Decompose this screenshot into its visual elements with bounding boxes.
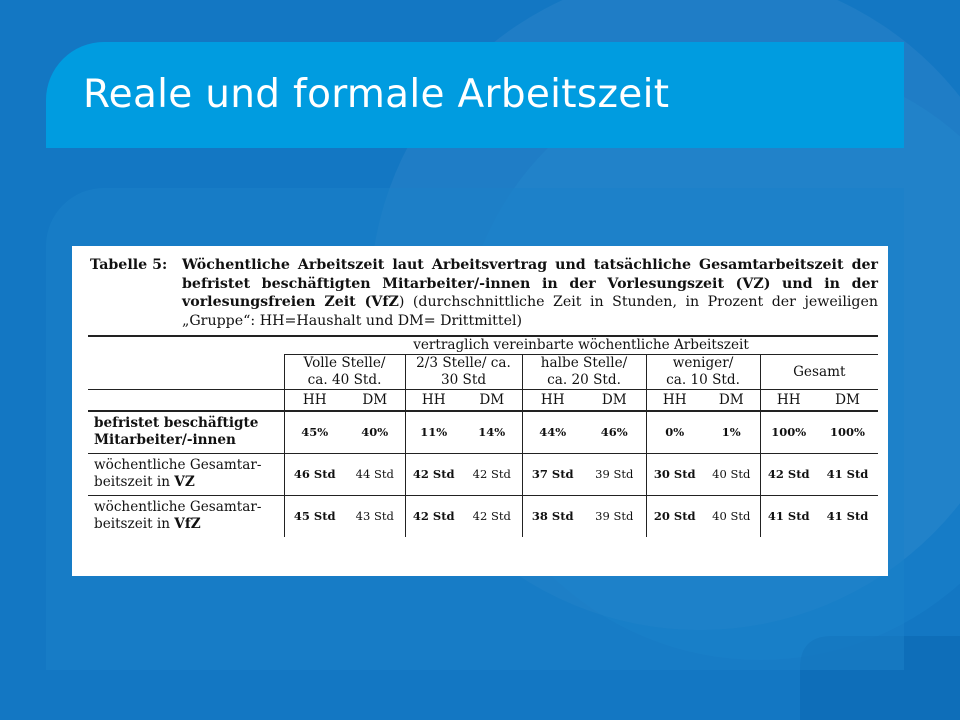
subheader-cell: HH <box>284 390 345 412</box>
table-cell: 46 Std <box>284 453 345 495</box>
table-cell: 1% <box>703 411 760 453</box>
table-cell: 41 Std <box>760 495 817 537</box>
table-caption-lead: Wöchentliche Arbeitszeit laut Arbeitsvertrag und tatsächliche Gesamtarbeitszeit der befristet beschäftigten Mitarbeiter/-innen in der Vorlesungszeit (VZ) und in der vorlesungsfreien Zeit (VfZ <box>182 257 878 310</box>
subheader-cell: HH <box>646 390 703 412</box>
subheader-cell: DM <box>462 390 522 412</box>
subheader-row <box>88 390 878 412</box>
data-table <box>88 335 878 537</box>
table-row <box>88 453 878 495</box>
table-cell: 39 Std <box>583 453 646 495</box>
table-caption-rest: ) (durchschnittliche Zeit in Stunden, in Prozent der jeweiligen „Gruppe“: HH=Haushalt und DM= Drittmittel) <box>182 294 879 329</box>
row-label: wöchentliche Gesamtar- beitszeit in VfZ <box>94 499 262 533</box>
table-cell: 42 Std <box>472 508 511 523</box>
row-label: wöchentliche Gesamtar- beitszeit in VZ <box>88 453 284 495</box>
table-cell: 30 Std <box>646 453 703 495</box>
group-header: halbe Stelle/ ca. 20 Std. <box>522 355 646 390</box>
table-cell: 40% <box>345 411 405 453</box>
group-header: weniger/ ca. 10 Std. <box>646 355 760 390</box>
table-cell: 100% <box>817 411 878 453</box>
table-cell: 45% <box>284 411 345 453</box>
group-header-row <box>88 355 878 390</box>
subheader-cell: DM <box>703 390 760 412</box>
table-cell: 46% <box>583 411 646 453</box>
table-cell: 40 Std <box>712 508 751 523</box>
subheader-cell: HH <box>405 390 462 412</box>
subheader-cell: HH <box>522 390 583 412</box>
table-cell: 41 Std <box>817 453 878 495</box>
table-cell: 37 Std <box>522 453 583 495</box>
table-figure <box>72 246 888 576</box>
table-cell: 43 Std <box>355 508 394 523</box>
table-cell: 20 Std <box>646 495 703 537</box>
table-cell: 44 Std <box>345 453 405 495</box>
subheader-cell: HH <box>760 390 817 412</box>
table-cell: 41 Std <box>826 508 869 523</box>
table-row <box>88 495 878 537</box>
table-cell: 11% <box>405 411 462 453</box>
table-cell: 44% <box>522 411 583 453</box>
slide-title: Reale und formale Arbeitszeit <box>83 72 670 117</box>
subheader-cell: DM <box>345 390 405 412</box>
table-cell: 38 Std <box>522 495 583 537</box>
row-label: befristet beschäftigte Mitarbeiter/-innen <box>88 411 284 453</box>
table-cell: 42 Std <box>405 453 462 495</box>
table-caption-number: Tabelle 5: <box>90 257 168 273</box>
table-cell: 42 Std <box>462 453 522 495</box>
subheader-cell: DM <box>583 390 646 412</box>
super-header: vertraglich vereinbarte wöchentliche Arbeitszeit <box>284 336 878 355</box>
table-cell: 14% <box>462 411 522 453</box>
super-header-row <box>88 336 878 355</box>
table-cell: 42 Std <box>760 453 817 495</box>
group-header: Gesamt <box>760 355 878 390</box>
table-cell: 45 Std <box>284 495 345 537</box>
group-header: Volle Stelle/ ca. 40 Std. <box>284 355 405 390</box>
table-cell: 100% <box>760 411 817 453</box>
table-cell: 42 Std <box>405 495 462 537</box>
table-caption <box>90 256 878 330</box>
group-header: 2/3 Stelle/ ca. 30 Std <box>405 355 522 390</box>
table-cell: 0% <box>646 411 703 453</box>
subheader-cell: DM <box>817 390 878 412</box>
table-cell: 39 Std <box>595 508 634 523</box>
table-cell: 40 Std <box>703 453 760 495</box>
table-row <box>88 411 878 453</box>
table-caption-text <box>182 256 878 330</box>
